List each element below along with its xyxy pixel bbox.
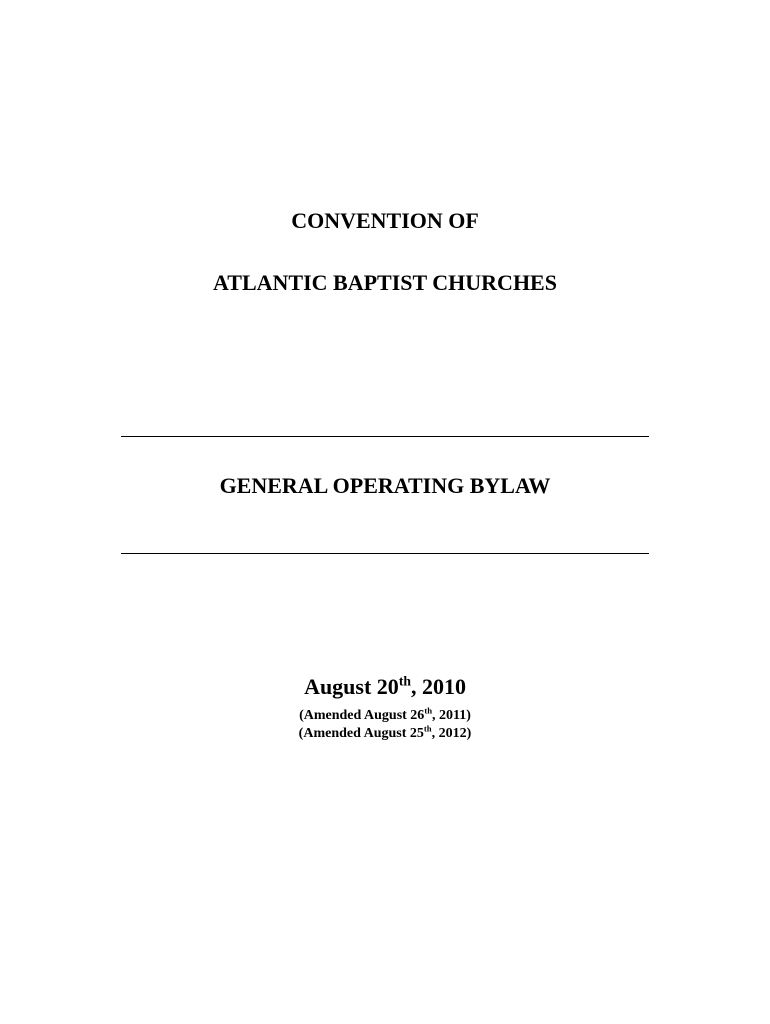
amendment-line-2 <box>0 723 770 742</box>
adoption-date-month-day: August 20 <box>304 674 399 699</box>
amendment-2-ordinal: th <box>423 723 432 734</box>
title-line-2: ATLANTIC BAPTIST CHURCHES <box>213 270 557 295</box>
amendment-1-rest: , 2011) <box>432 708 471 723</box>
amendment-1-ordinal: th <box>424 705 433 716</box>
top-divider-rule <box>121 436 649 437</box>
amendment-1-prefix: (Amended August 26 <box>299 708 425 723</box>
amendment-line-1 <box>0 705 770 724</box>
title-line-1: CONVENTION OF <box>291 208 479 233</box>
document-type-heading: GENERAL OPERATING BYLAW <box>219 473 551 498</box>
amendment-2-prefix: (Amended August 25 <box>298 726 424 741</box>
adoption-date-year: , 2010 <box>410 674 466 699</box>
adoption-date-ordinal: th <box>398 673 411 689</box>
bottom-divider-rule <box>121 553 649 554</box>
amendment-2-rest: , 2012) <box>431 726 472 741</box>
adoption-date <box>0 674 770 700</box>
